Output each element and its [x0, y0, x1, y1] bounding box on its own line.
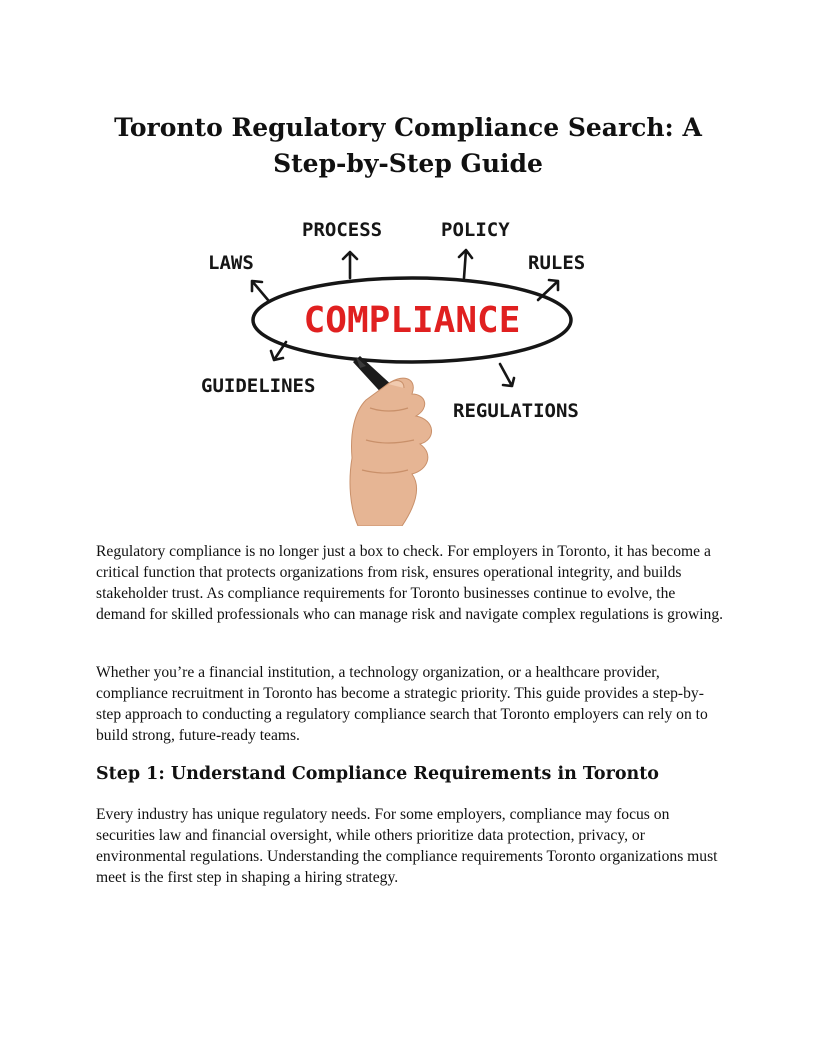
- arrow-regulations: [500, 364, 514, 386]
- word-policy: POLICY: [441, 219, 510, 241]
- title-line-1: Toronto Regulatory Compliance Search: A: [114, 113, 702, 142]
- word-guidelines: GUIDELINES: [201, 375, 316, 397]
- page-title: [96, 110, 720, 182]
- word-laws: LAWS: [208, 252, 254, 274]
- title-line-2: Step-by-Step Guide: [273, 149, 543, 178]
- arrow-laws: [252, 281, 268, 300]
- intro-paragraph: Regulatory compliance is no longer just a box to check. For employers in Toronto, it has become a critical function that protects organizations from risk, ensures operational integrity, and builds stakeholder trust. As compliance requirements for Toronto businesses continue to evolve, the demand for skilled professionals who can manage risk and navigate complex regulations is growing.: [96, 543, 724, 623]
- word-regulations: REGULATIONS: [453, 400, 579, 422]
- arrow-process: [343, 252, 357, 278]
- compliance-center-word: COMPLIANCE: [303, 300, 521, 341]
- arrow-policy: [459, 250, 472, 278]
- second-paragraph: Whether you’re a financial institution, a technology organization, or a healthcare provider, compliance recruitment in Toronto has become a strategic priority. This guide provides a step-by-step approach to conducting a regulatory compliance search that Toronto employers can rely on to build strong, future-ready teams.: [96, 664, 708, 744]
- step-1-paragraph: Every industry has unique regulatory needs. For some employers, compliance may focus on securities law and financial oversight, while others prioritize data protection, privacy, or environmental regulations. Understanding the compliance requirements Toronto organizations must meet is the first step in shaping a hiring strategy.: [96, 806, 718, 886]
- step-1-heading: Step 1: Understand Compliance Requirements in Toronto: [96, 764, 659, 784]
- compliance-illustration: [190, 208, 626, 526]
- hand-with-marker: [350, 356, 432, 526]
- word-rules: RULES: [528, 252, 586, 274]
- word-process: PROCESS: [302, 219, 383, 241]
